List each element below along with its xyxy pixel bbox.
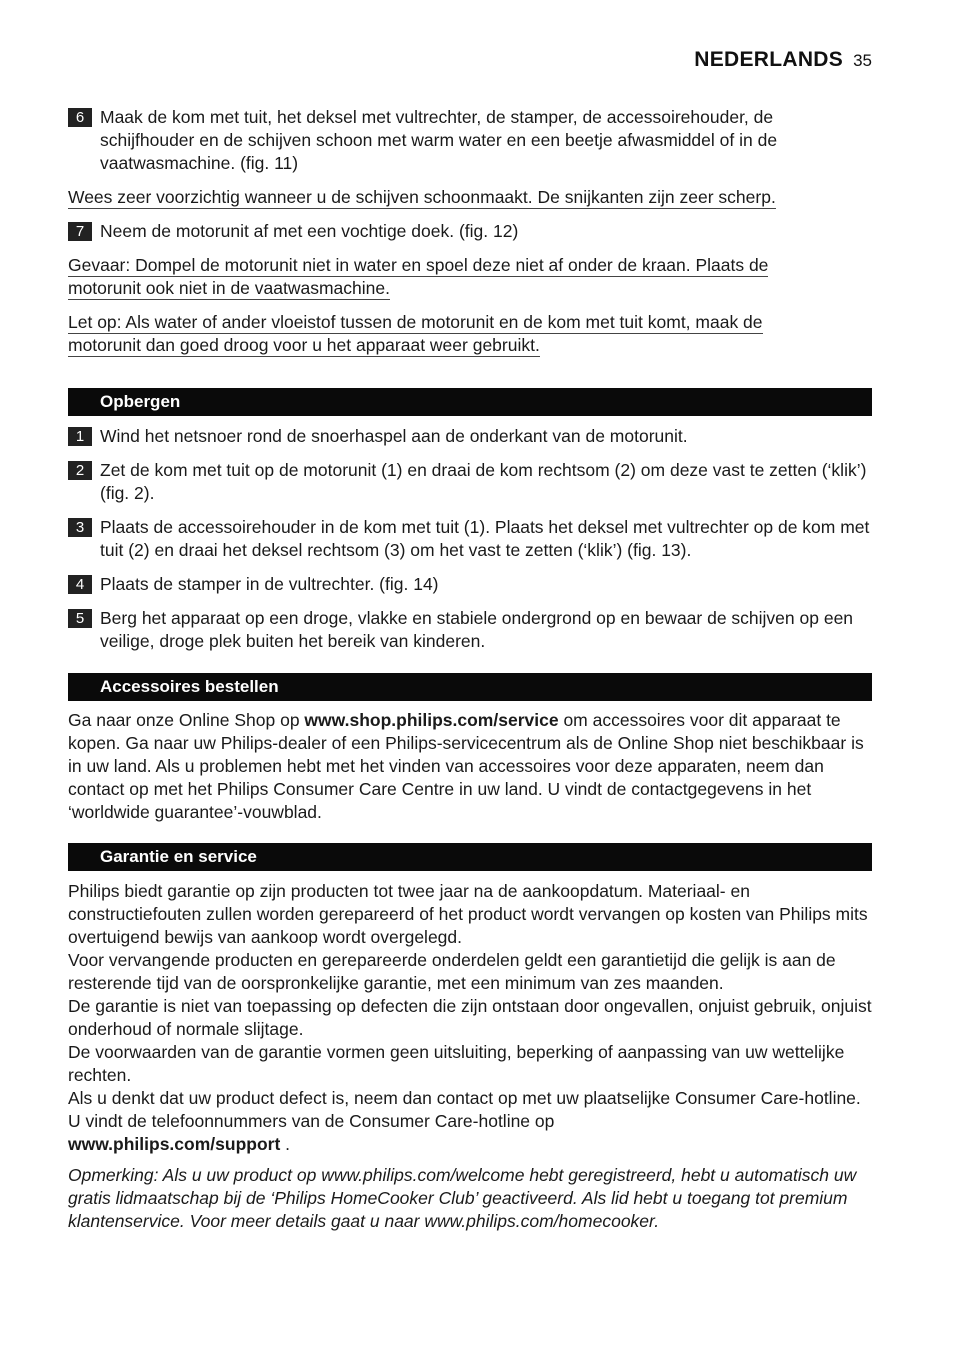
step-number: 4 [68,575,92,594]
section-header-storage: Opbergen [68,388,872,416]
storage-step-3 [68,516,872,562]
accessories-paragraph [68,709,872,824]
step-text: Plaats de stamper in de vultrechter. (fig. 14) [100,574,439,594]
step-text: Maak de kom met tuit, het deksel met vultrechter, de stamper, de accessoirehouder, de schijfhouder en de schijven schoon met warm water en een beetje afwasmiddel of in de vaatwasmachine. (fig. 11) [100,107,778,173]
danger-warning [68,254,872,300]
support-link[interactable]: www.philips.com/support [68,1134,281,1154]
remark-note: Opmerking: Als u uw product op www.philips.com/welcome hebt geregistreerd, hebt u automatisch uw gratis lidmaatschap bij de ‘Philips HomeCooker Club’ geactiveerd. Als lid hebt u toegang tot premium klantenservice. Voor meer details gaat u naar www.philips.com/homecooker. [68,1165,857,1231]
storage-step-5 [68,607,872,653]
guarantee-paragraph-5: Als u denkt dat uw product defect is, neem dan contact op met uw plaatselijke Consumer Care-hotline. U vindt de telefoonnummers van de Consumer Care-hotline op [68,1088,861,1131]
cleaning-step-6 [68,106,872,175]
step-number: 7 [68,222,92,241]
guarantee-paragraph-1: Philips biedt garantie op zijn producten tot twee jaar na de aankoopdatum. Materiaal- en constructiefouten zullen worden gerepareerd of het product wordt vervangen op kosten van Philips mits overtuigend bewijs van aankoop wordt overgelegd. [68,881,868,947]
step-number: 2 [68,461,92,480]
danger-line-1: Gevaar: Dompel de motorunit niet in water en spoel deze niet af onder de kraan. Plaats de [68,255,769,275]
storage-step-1 [68,425,872,448]
page-header [694,48,872,72]
shop-link[interactable]: www.shop.philips.com/service [304,710,559,730]
caution-text: Wees zeer voorzichtig wanneer u de schijven schoonmaakt. De snijkanten zijn zeer scherp. [68,187,776,207]
danger-line-2: motorunit ook niet in de vaatwasmachine. [68,278,390,298]
step-text: Zet de kom met tuit op de motorunit (1) en draai de kom rechtsom (2) om deze vast te zetten (‘klik’) (fig. 2). [100,460,867,503]
step-text: Neem de motorunit af met een vochtige doek. (fig. 12) [100,221,519,241]
guarantee-paragraph-4: De voorwaarden van de garantie vormen geen uitsluiting, beperking of aanpassing van uw wettelijke rechten. [68,1042,845,1085]
accessories-text-after: om accessoires voor dit apparaat te kopen. Ga naar uw Philips-dealer of een Philips-servicecentrum als de Online Shop niet beschikbaar is in uw land. Als u problemen hebt met het vinden van accessoires voor deze apparaten, neem dan contact op met het Philips Consumer Care Centre in uw land. U vindt de contactgegevens in het ‘worldwide guarantee’-vouwblad. [68,710,864,822]
note-line-1: Let op: Als water of ander vloeistof tussen de motorunit en de kom met tuit komt, maak de [68,312,763,332]
section-header-guarantee: Garantie en service [68,843,872,871]
caution-sharp-blades [68,186,872,209]
attention-note [68,311,872,357]
step-text: Wind het netsnoer rond de snoerhaspel aan de onderkant van de motorunit. [100,426,688,446]
step-number: 5 [68,609,92,628]
cleaning-step-7 [68,220,872,243]
guarantee-paragraph-3: De garantie is niet van toepassing op defecten die zijn ontstaan door ongevallen, onjuist gebruik, onjuist onderhoud of normale slijtage. [68,996,872,1039]
storage-step-4 [68,573,872,596]
step-text: Plaats de accessoirehouder in de kom met tuit (1). Plaats het deksel met vultrechter op de kom met tuit (2) en draai het deksel rechtsom (3) om het vast te zetten (‘klik’) (fig. 13). [100,517,870,560]
step-number: 1 [68,427,92,446]
page-number: 35 [853,51,872,70]
guarantee-paragraph-2: Voor vervangende producten en gerepareerde onderdelen geldt een garantietijd die gelijk is aan de resterende tijd van de oorspronkelijke garantie, met een minimum van zes maanden. [68,950,836,993]
section-header-accessories: Accessoires bestellen [68,673,872,701]
note-line-2: motorunit dan goed droog voor u het apparaat weer gebruikt. [68,335,540,355]
accessories-text-before: Ga naar onze Online Shop op [68,710,305,730]
support-link-suffix: . [280,1134,291,1154]
storage-step-2 [68,459,872,505]
step-text: Berg het apparaat op een droge, vlakke en stabiele ondergrond op en bewaar de schijven op een veilige, droge plek buiten het bereik van kinderen. [100,608,854,651]
language-label: NEDERLANDS [694,48,844,71]
step-number: 3 [68,518,92,537]
step-number: 6 [68,108,92,127]
support-line [68,1133,872,1156]
guarantee-text [68,880,872,1156]
